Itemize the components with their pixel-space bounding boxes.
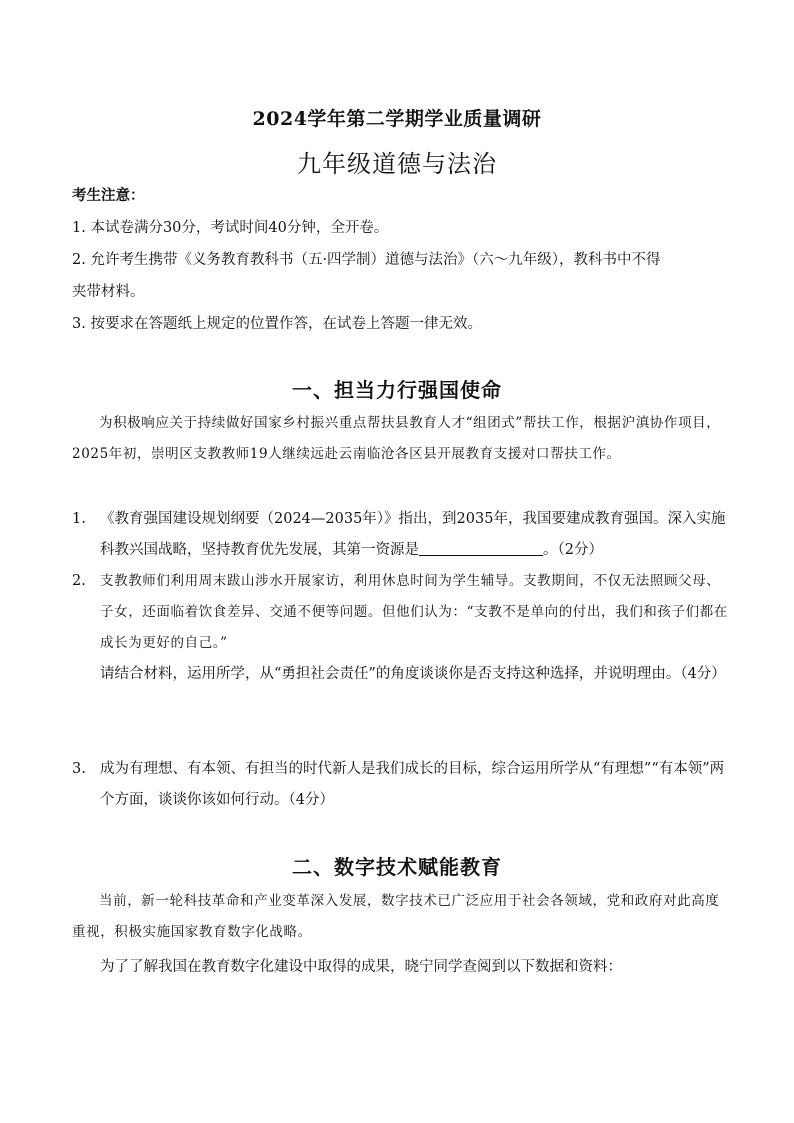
section-2-intro (72, 952, 732, 983)
question-3 (72, 754, 732, 816)
notice-item-1: 1. 本试卷满分30分，考试时间40分钟，全开卷。 (72, 220, 389, 236)
subject-title: 九年级道德与法治 (297, 150, 497, 178)
section-2-material: 当前，新一轮科技革命和产业变革深入发展，数字技术已广泛应用于社会各领域，党和政府对此高度重视，积极实施国家教育数字化战略。 (72, 893, 720, 940)
question-2-prompt: 请结合材料，运用所学，从“勇担社会责任”的角度谈谈你是否支持这种选择，并说明理由。 (100, 666, 681, 682)
question-1-number: 1. (72, 511, 86, 527)
question-1-score: 。（2分） (543, 542, 603, 558)
question-1 (72, 504, 732, 566)
notice-heading: 考生注意： (72, 187, 145, 204)
question-1-text: 《教育强国建设规划纲要（2024—2035年）》指出，到2035年，我国要建成教育强国。深入实施科教兴国战略，坚持教育优先发展，其第一资源是 (100, 511, 726, 558)
notice-item-2b: 夹带材料。 (72, 284, 145, 300)
answer-blank[interactable] (419, 539, 543, 556)
section-1-title: 一、担当力行强国使命 (292, 378, 502, 402)
section-2-title: 二、数字技术赋能教育 (292, 855, 502, 879)
question-3-number: 3. (72, 761, 86, 777)
question-2-number: 2. (72, 573, 86, 589)
question-2-material: 支教教师们利用周末跋山涉水开展家访，利用休息时间为学生辅导。支教期间，不仅无法照顾父母、子女，还面临着饮食差异、交通不便等问题。但他们认为：“支教不是单向的付出，我们和孩子们都在成长为更好的自己。” (100, 573, 728, 651)
question-3-text: 成为有理想、有本领、有担当的时代新人是我们成长的目标，综合运用所学从“有理想”“有本领”两个方面，谈谈你该如何行动。（4分） (100, 761, 725, 808)
question-2 (72, 566, 732, 690)
notice-block (72, 180, 732, 340)
section-2-intro-text: 为了了解我国在教育数字化建设中取得的成果，晓宁同学查阅到以下数据和资料： (100, 959, 622, 975)
notice-item-3: 3. 按要求在答题纸上规定的位置作答，在试卷上答题一律无效。 (72, 316, 482, 332)
notice-item-2a: 2. 允许考生携带《义务教育教科书（五·四学制）道德与法治》（六～九年级），教科书中不得 (72, 252, 661, 268)
exam-title: 2024学年第二学期学业质量调研 (252, 108, 542, 130)
section-1-material: 为积极响应关于持续做好国家乡村振兴重点帮扶县教育人才“组团式”帮扶工作，根据沪滇协作项目，2025年初，崇明区支教教师19人继续远赴云南临沧各区县开展教育支援对口帮扶工作。 (72, 415, 721, 462)
question-2-score: （4分） (680, 666, 726, 682)
